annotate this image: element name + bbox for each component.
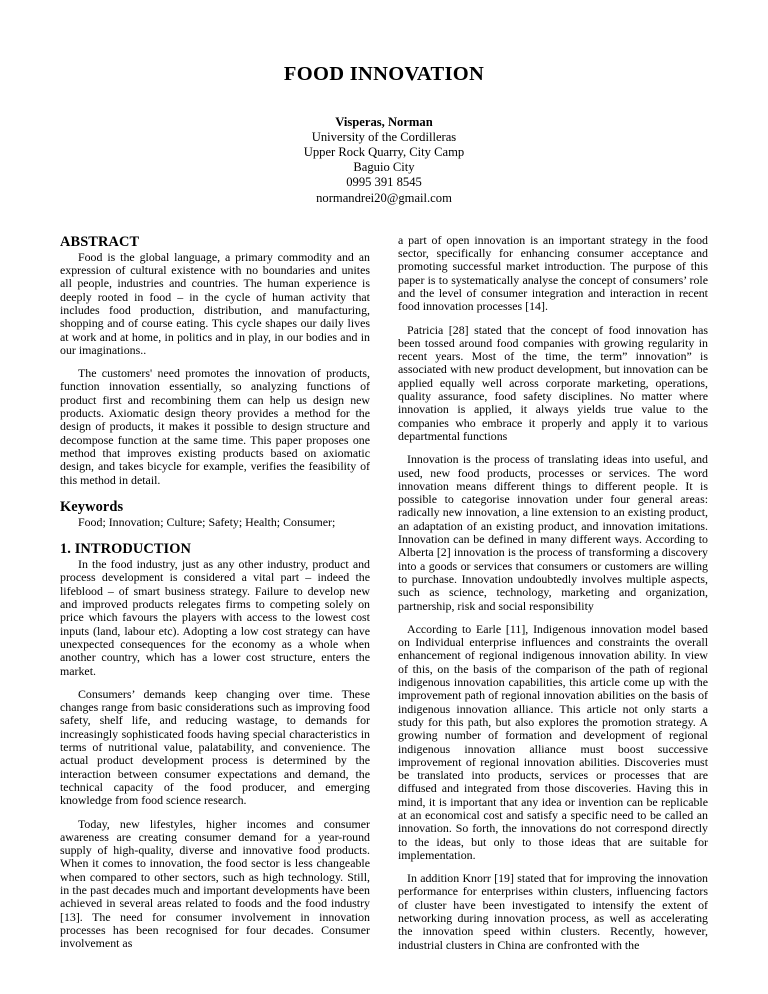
keywords-list: Food; Innovation; Culture; Safety; Health; Consumer; xyxy=(78,514,336,529)
introduction-heading: 1. INTRODUCTION xyxy=(60,541,192,558)
introduction-paragraph: Consumers’ demands keep changing over time. These changes range from basic considerations such as improving food safety, shelf life, and reducing wastage, to demands for increasingly sophisticated foods having special characteristics in terms of nutritional value, palatability, and convenience. The actual product development process is determined by the interaction between consumer expectations and demand, the technical capacity of the food producer, and emerging knowledge from food science research. xyxy=(60,686,370,808)
author-affiliation: University of the Cordilleras xyxy=(311,129,457,144)
author-address-line-2: Baguio City xyxy=(353,160,415,175)
body-paragraph: According to Earle [11], Indigenous innovation model based on Individual enterprise influences and constraints the overall enhancement of regional indigenous innovation ability. In view of this, on the basis of the comparison of the path of regional indigenous innovation capabilities, this article come up with the improvement path of regional innovation abilities on the basis of indigenous innovation alliance. This article not only starts a study for this path, but also explores the promotion strategy. A growing number of formation and development of regional indigenous innovation alliance must boost successive improvement of regional innovation abilities. Discoveries must be translated into products, services or processes that are diffused and integrated from those discoveries. Having this in mind, it is important that any idea or invention can be replicable at an economical cost and satisfy a specific need to be called an innovation. So forth, the innovations do not correspond directly to the ideas, but only to those ideas that are suitable for implementation. xyxy=(398,621,708,862)
page-title: FOOD INNOVATION xyxy=(283,63,485,85)
keywords-heading: Keywords xyxy=(60,498,124,515)
body-paragraph: a part of open innovation is an important strategy in the food sector, specifically for enhancing consumer acceptance and promoting successful market introduction. The purpose of this paper is to systematically analyse the concept of consumers’ role and the level of consumer integration and interaction in recent food innovation processes [14]. xyxy=(398,232,708,314)
title-block xyxy=(60,0,708,87)
author-email: normandrei20@gmail.com xyxy=(316,190,452,205)
body-paragraph: In addition Knorr [19] stated that for improving the innovation performance for enterprises within clusters, influencing factors of cluster have been investigated to intensify the extent of networking during innovation process, as well as accelerating the innovation speed within clusters. Recently, however, industrial clusters in China are confronted with the xyxy=(398,871,708,952)
body-paragraph: Patricia [28] stated that the concept of food innovation has been tossed around food companies with growing regularity in recent years. Most of the time, the term” innovation” is associated with new product development, but innovation can be applied equally well across corporate marketing, operations, quality assurance, food safety disciplines. No matter where innovation is applied, it always yields true value to the companies who embrace it properly and apply it to various departmental functions xyxy=(398,322,708,443)
author-phone: 0995 391 8545 xyxy=(346,175,422,190)
abstract-heading: ABSTRACT xyxy=(60,233,140,250)
left-column xyxy=(60,234,370,951)
right-column xyxy=(398,234,708,952)
author-address-line-1: Upper Rock Quarry, City Camp xyxy=(303,145,465,159)
abstract-paragraph: Food is the global language, a primary commodity and an expression of cultural existence with no boundaries and unites all people, industries and countries. The human experience is deeply rooted in food – in the cycle of human activity that includes food production, distribution, and manufacturing, shopping and of course eating. This cycle shapes our daily lives at work and at home, in politics and in play, in our bodies and in our imaginations.. xyxy=(60,249,370,357)
body-paragraph: Innovation is the process of translating ideas into useful, and used, new food products, processes or services. The word innovation means different things to different people. It is possible to categorise innovation under four general areas: radically new innovation, a line extension to an existing product, an adaptation of an existing product, and innovation imitations. Innovation can be defined in many different ways. According to Alberta [2] innovation is the process of transforming a discovery into a goods or services that consumers or customers are willing to purchase. Innovation undoubtedly involves multiple aspects, such as science, technology, marketing and organization, partnership, risk and social responsibility xyxy=(398,452,708,613)
author-block xyxy=(60,115,708,206)
author-name: Visperas, Norman xyxy=(335,114,433,129)
abstract-paragraph: The customers' need promotes the innovation of products, function innovation essentially, so analyzing functions of product first and recombining them can help us design new products. Axiomatic design theory provides a method for the design of products, it makes it possible to design structure and decompose function at the same time. This paper proposes one method that improves existing products based on axiomatic design, and takes bicycle for example, verifies the feasibility of this method in detail. xyxy=(60,366,370,487)
introduction-paragraph: Today, new lifestyles, higher incomes and consumer awareness are creating consumer demand for a year-round supply of high-quality, diverse and innovative food products. When it comes to innovation, the food sector is less changeable when compared to other sectors, such as high technology. Still, in the past decades much and important developments have been achieved in several areas related to foods and the food industry [13]. The need for consumer involvement in innovation processes has been recognised for four decades. Consumer involvement as xyxy=(60,816,370,951)
introduction-paragraph: In the food industry, just as any other industry, product and process development is considered a vital part – indeed the lifeblood – of smart business strategy. Failure to develop new and improved products relegates firms to competing solely on price which favours the players with access to the lowest cost inputs (land, labour etc). Adopting a low cost strategy can have unexpected consequences for the economy as a whole when another country, which has a lower cost structure, enters the market. xyxy=(60,557,370,678)
two-column-body xyxy=(60,234,708,952)
